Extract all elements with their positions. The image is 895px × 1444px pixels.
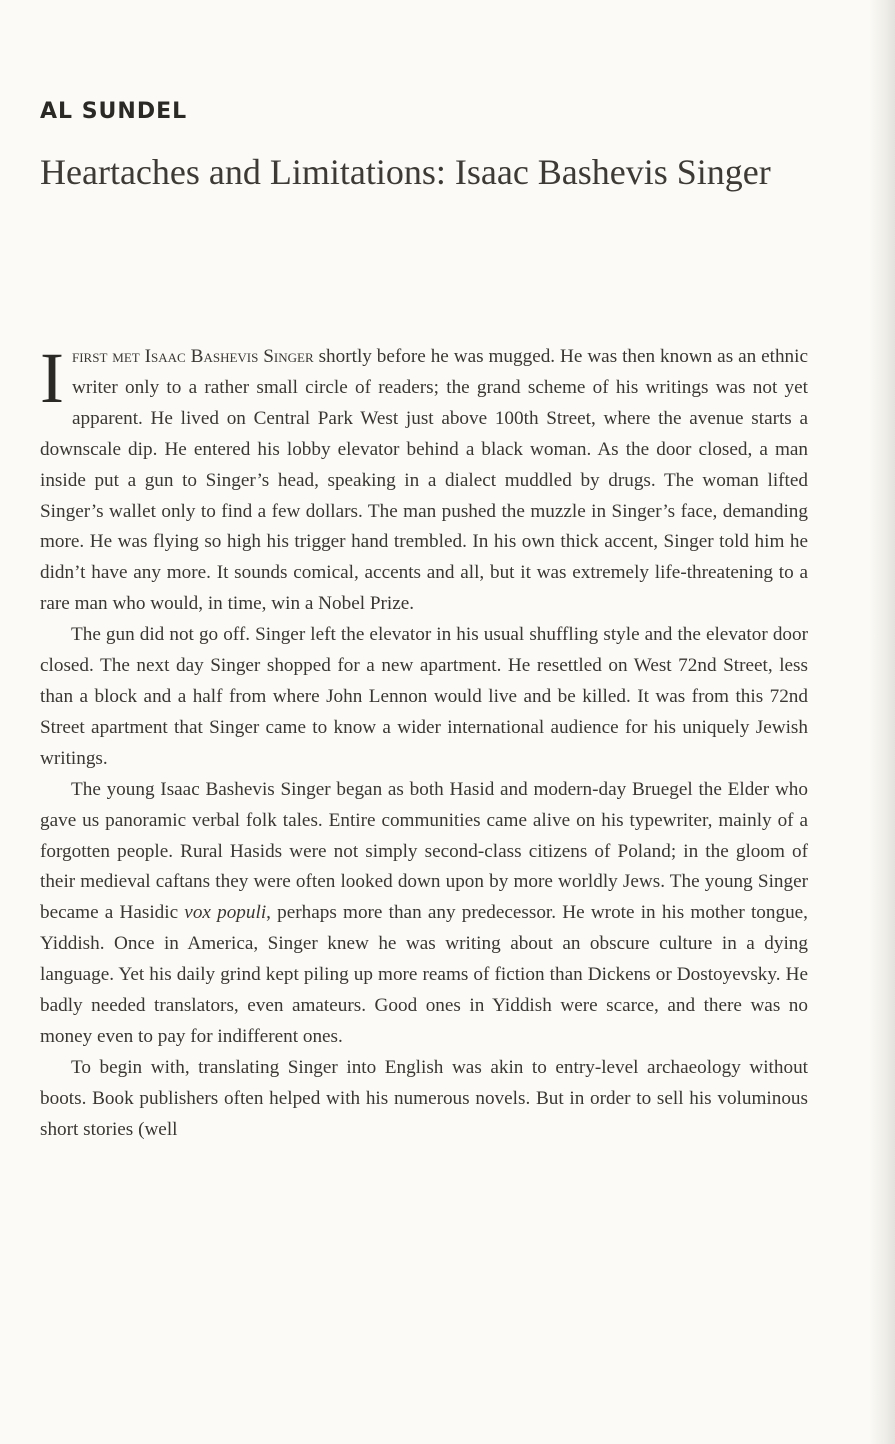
paragraph-4: To begin with, translating Singer into English was akin to entry-level archaeology without boots. Book publishers often helped with his numerous novels. But in order to sell his voluminous short stories (well [40, 1056, 808, 1140]
page-edge-shadow [869, 0, 895, 1444]
paragraph-2: The gun did not go off. Singer left the elevator in his usual shuffling style and the elevator door closed. The next day Singer shopped for a new apartment. He resettled on West 72nd Street, less than a block and a half from where John Lennon would live and be killed. It was from this 72nd Street apartment that Singer came to know a wider international audience for his uniquely Jewish writings. [40, 624, 808, 769]
paragraph-1-text: shortly before he was mugged. He was then known as an ethnic writer only to a rather small circle of readers; the grand scheme of his writings was not yet apparent. He lived on Central Park West just above 100th Street, where the avenue starts a downscale dip. He entered his lobby elevator behind a black woman. As the door closed, a man inside put a gun to Singer’s head, speaking in a dialect muddled by drugs. The woman lifted Singer’s wallet only to find a few dollars. The man pushed the muzzle in Singer’s face, demanding more. He was flying so high his trigger hand trembled. In his own thick accent, Singer told him he didn’t have any more. It sounds comical, accents and all, but it was extremely life-threatening to a rare man who would, in time, win a Nobel Prize. [40, 346, 808, 615]
paragraph-1 [40, 338, 808, 620]
paragraph-3-text-b: , perhaps more than any predecessor. He wrote in his mother tongue, Yiddish. Once in America, Singer knew he was writing about an obscure culture in a dying language. Yet his daily grind kept piling up more reams of fiction than Dickens or Dostoyevsky. He badly needed translators, even amateurs. Good ones in Yiddish were scarce, and there was no money even to pay for indifferent ones. [40, 902, 808, 1047]
drop-cap: I [40, 338, 64, 418]
lead-in-small-caps: first met Isaac Bashevis Singer [71, 346, 314, 367]
italic-phrase: vox populi [184, 902, 267, 924]
paragraph-3-text-a: The young Isaac Bashevis Singer began as both Hasid and modern-day Bruegel the Elder who gave us panoramic verbal folk tales. Entire communities came alive on his typewriter, mainly of a forgotten people. Rural Hasids were not simply second-class citizens of Poland; in the gloom of their medieval caftans they were often looked down upon by more worldly Jews. The young Singer became a Hasidic [40, 778, 808, 924]
author-name: AL SUNDEL [40, 99, 188, 124]
chapter-body [40, 338, 808, 1146]
paragraph-3 [40, 775, 808, 1053]
chapter-title: Heartaches and Limitations: Isaac Bashevis Singer [40, 152, 771, 192]
